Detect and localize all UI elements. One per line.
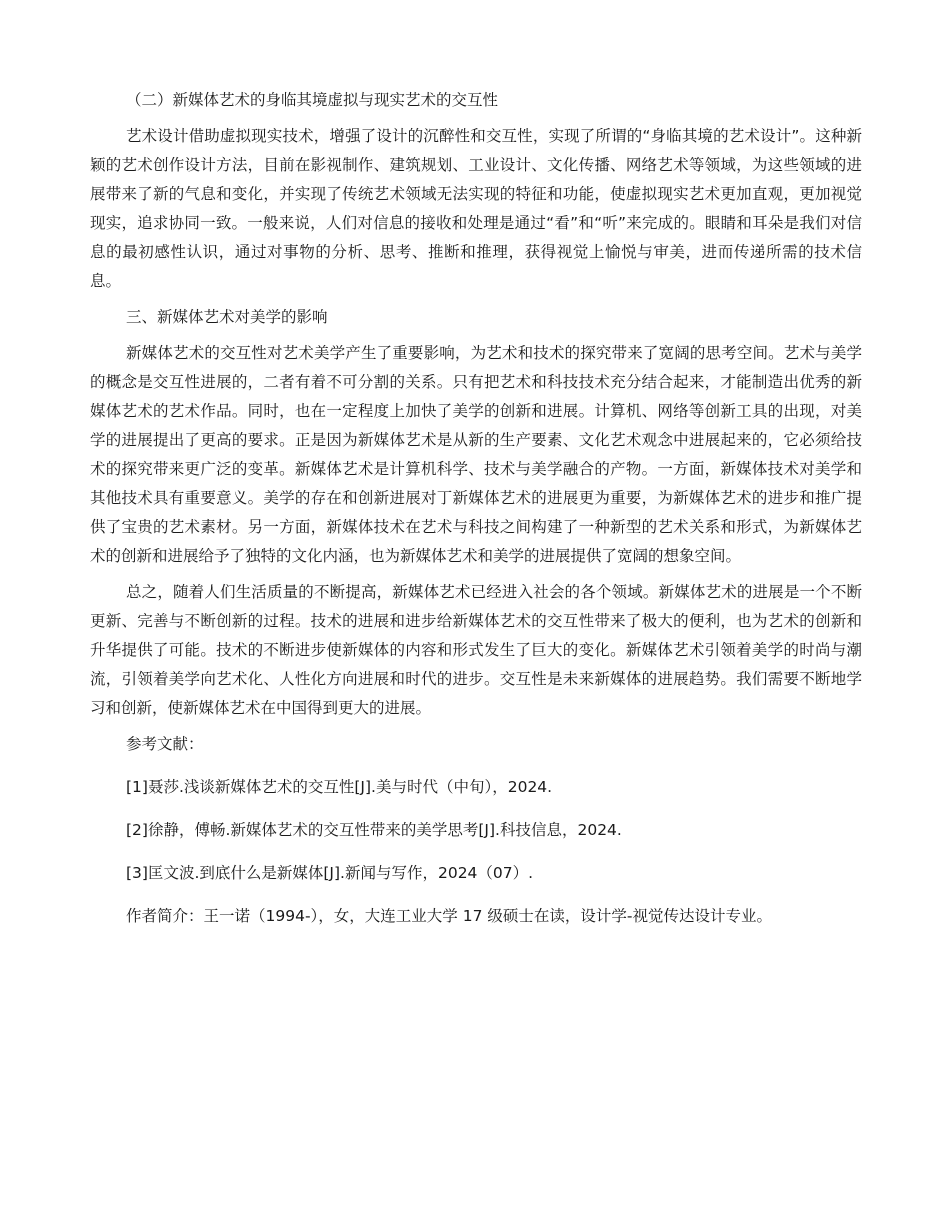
paragraph-2: 新媒体艺术的交互性对艺术美学产生了重要影响，为艺术和技术的探究带来了宽阔的思考空间。艺术与美学的概念是交互性进展的，二者有着不可分割的关系。只有把艺术和科技技术充分结合起来，才能制造出优秀的新媒体艺术的艺术作品。同时，也在一定程度上加快了美学的创新和进展。计算机、网络等创新工具的出现，对美学的进展提出了更高的要求。正是因为新媒体艺术是从新的生产要素、文化艺术观念中进展起来的，它必须给技术的探究带来更广泛的变革。新媒体艺术是计算机科学、技术与美学融合的产物。一方面，新媒体技术对美学和其他技术具有重要意义。美学的存在和创新进展对丁新媒体艺术的进展更为重要，为新媒体艺术的进步和推广提供了宝贵的艺术素材。另一方面，新媒体技术在艺术与科技之间构建了一种新型的艺术关系和形式，为新媒体艺术的创新和进展给予了独特的文化内涵，也为新媒体艺术和美学的进展提供了宽阔的想象空间。 [90,344,862,565]
reference-item: [3]匡文波.到底什么是新媒体[J].新闻与写作，2024（07）. [126,864,534,882]
section-heading-3: 三、新媒体艺术对美学的影响 [126,308,328,326]
section-heading-2: （二）新媒体艺术的身临其境虚拟与现实艺术的交互性 [126,91,499,109]
reference-item: [1]聂莎.浅谈新媒体艺术的交互性[J].美与时代（中旬），2024. [126,778,553,796]
references-heading: 参考文献： [126,735,204,753]
paragraph-1: 艺术设计借助虚拟现实技术，增强了设计的沉醉性和交互性，实现了所谓的“身临其境的艺术设计”。这种新颖的艺术创作设计方法，目前在影视制作、建筑规划、工业设计、文化传播、网络艺术等领域，为这些领域的进展带来了新的气息和变化，并实现了传统艺术领域无法实现的特征和功能，使虚拟现实艺术更加直观，更加视觉现实，追求协同一致。一般来说，人们对信息的接收和处理是通过“看”和“听”来完成的。眼睛和耳朵是我们对信息的最初感性认识，通过对事物的分析、思考、推断和推理，获得视觉上愉悦与审美，进而传递所需的技术信息。 [90,127,862,290]
document-page [90,86,862,945]
reference-item: [2]徐静，傅畅.新媒体艺术的交互性带来的美学思考[J].科技信息，2024. [126,821,622,839]
author-bio: 作者简介：王一诺（1994-），女，大连工业大学 17 级硕士在读，设计学-视觉传达设计专业。 [126,907,772,925]
paragraph-3: 总之，随着人们生活质量的不断提高，新媒体艺术已经进入社会的各个领域。新媒体艺术的进展是一个不断更新、完善与不断创新的过程。技术的进展和进步给新媒体艺术的交互性带来了极大的便利，也为艺术的创新和升华提供了可能。技术的不断进步使新媒体的内容和形式发生了巨大的变化。新媒体艺术引领着美学的时尚与潮流，引领着美学向艺术化、人性化方向进展和时代的进步。交互性是未来新媒体的进展趋势。我们需要不断地学习和创新，使新媒体艺术在中国得到更大的进展。 [90,583,862,717]
